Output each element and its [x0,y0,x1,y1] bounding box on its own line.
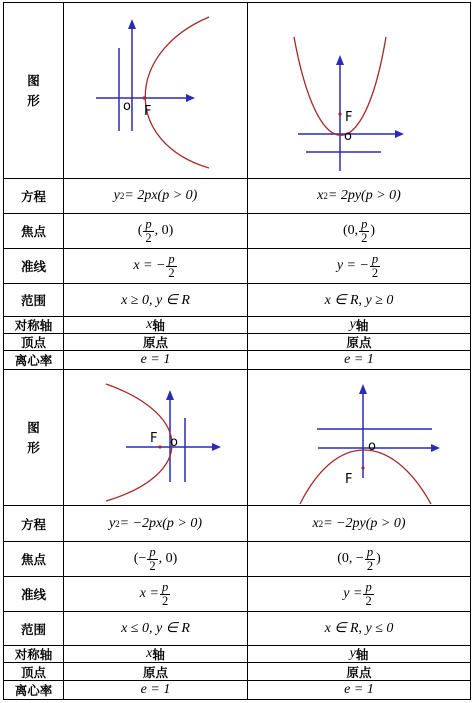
focus-fraction [359,218,369,245]
frac-den: 2 [366,558,374,573]
parabola-curve [145,17,209,168]
directrix-right-opening [64,249,247,283]
row-label-directrix: 准线 [20,587,46,602]
ecc-right-opening: e = 1 [140,352,171,367]
frac-den: 2 [168,265,175,280]
axis-down-opening [248,646,470,662]
row-label-range: 范围 [20,621,46,637]
frac-num: p [161,579,169,594]
dir-pre: y = [343,586,363,601]
x-axis-arrow [212,443,221,451]
axis-word: 轴 [355,318,369,333]
eq-rhs: = −2py(p > 0) [323,515,406,531]
equation-left-opening: y 2 = −2px(p > 0) [108,515,203,531]
focus-pre: ( [137,223,143,238]
eq-rhs: = −2px(p > 0) [119,515,203,531]
dir-pre: x = − [133,258,166,273]
frac-num: p [365,579,372,594]
parabola-table [3,2,471,700]
origin-label: o [123,99,131,114]
row-label-range: 范围 [20,293,46,308]
focus-pre: (− [133,551,147,566]
frac-num: p [168,251,175,266]
axis-word: 轴 [152,318,165,333]
focus-post: ) [376,551,381,566]
y-axis-arrow [359,384,367,394]
ecc-up-opening: e = 1 [344,352,374,367]
focus-label: F [345,110,353,125]
ecc-left-opening: e = 1 [140,682,171,697]
focus-label: F [150,431,158,446]
equation-up-opening: x 2 = 2py(p > 0) [317,188,401,203]
directrix-left-opening [64,577,247,611]
directrix-fraction [363,581,373,608]
label-graph-char-1: 图 [27,419,40,435]
axis-word: 轴 [355,647,369,662]
directrix-fraction [370,253,380,280]
row-label-equation: 方程 [20,516,46,532]
row-label-vertex: 顶点 [20,335,46,350]
focus-fraction [365,546,375,573]
row-label-graph [4,370,63,505]
eq-rhs: = 2py(p > 0) [327,188,401,203]
vertex-down-opening: 原点 [346,664,372,680]
graph-left-opening [64,370,247,505]
parabola-curve [300,450,431,504]
row-label-eccentricity: 离心率 [14,683,53,698]
table-border-bottom [3,699,471,700]
range-up-opening: x ∈ R, y ≥ 0 [324,292,394,308]
graph-right-opening [64,3,247,178]
eq-lhs: y [113,188,120,203]
y-axis-arrow [336,55,344,65]
focus-right-opening [64,214,247,248]
row-label-axis: 对称轴 [14,318,53,333]
axis-right-opening [64,317,247,333]
dir-pre: x = [139,586,159,601]
axis-left-opening [64,646,247,662]
row-label-focus: 焦点 [20,224,46,239]
focus-up-opening [248,214,470,248]
vertex-left-opening: 原点 [142,664,168,680]
eq-lhs: y [108,515,116,531]
directrix-fraction [160,581,170,608]
row-label-directrix: 准线 [20,259,46,274]
x-axis-arrow [395,130,404,138]
ecc-down-opening: e = 1 [344,682,374,697]
y-axis-arrow [128,19,136,29]
frac-den: 2 [365,593,372,608]
frac-num: p [145,216,152,231]
focus-pre: (0, − [337,551,364,566]
row-label-graph [4,3,63,178]
row-label-equation: 方程 [20,189,46,204]
vertex-up-opening: 原点 [346,335,372,350]
row-label-vertex: 顶点 [20,664,46,680]
frac-den: 2 [149,558,156,573]
row-label-focus: 焦点 [20,552,46,567]
frac-num: p [371,251,379,266]
graph-up-opening-svg [248,3,470,178]
focus-label: F [345,472,353,487]
origin-label: o [368,439,376,454]
focus-left-opening [64,542,247,576]
focus-point [361,466,364,469]
eq-lhs: x [317,188,324,203]
label-graph-char-1: 图 [27,72,40,88]
axis-var: x [146,646,153,661]
axis-var: y [349,646,356,661]
focus-down-opening [248,542,470,576]
focus-post: ) [370,223,376,238]
parabola-curve [106,384,172,501]
eq-lhs: x [312,515,319,531]
y-axis-arrow [166,390,174,400]
axis-word: 轴 [152,647,165,662]
focus-pre: (0, [342,223,359,238]
directrix-up-opening [248,249,470,283]
equation-down-opening: x 2 = −2py(p > 0) [312,515,406,531]
row-label-axis: 对称轴 [14,647,53,662]
frac-den: 2 [161,593,169,608]
graph-left-opening-svg [64,370,247,505]
frac-num: p [361,216,368,231]
focus-fraction [147,546,157,573]
axis-up-opening [248,317,470,333]
frac-den: 2 [145,230,152,245]
graph-down-opening [248,370,470,505]
range-right-opening: x ≥ 0, y ∈ R [121,292,190,308]
directrix-fraction [166,253,176,280]
focus-point [158,445,161,448]
focus-post: , 0) [154,223,174,238]
origin-label: o [344,129,352,144]
origin-label: o [170,435,178,450]
focus-point [142,96,145,99]
equation-right-opening: y 2 = 2px(p > 0) [113,188,198,203]
focus-fraction [143,218,153,245]
axis-var: y [349,317,356,332]
range-down-opening: x ∈ R, y ≤ 0 [324,621,394,636]
label-graph-char-2: 形 [27,439,40,455]
focus-post: , 0) [158,551,178,566]
graph-down-opening-svg [248,370,470,505]
focus-point [338,112,341,115]
x-axis-arrow [431,444,440,452]
range-left-opening: x ≤ 0, y ∈ R [121,621,190,636]
dir-pre: y = − [336,258,369,273]
frac-num: p [149,544,156,559]
table-border-right [470,2,471,700]
directrix-down-opening [248,577,470,611]
focus-label: F [144,104,152,119]
x-axis-arrow [186,94,195,102]
eq-rhs: = 2px(p > 0) [124,188,198,203]
axis-var: x [146,317,153,332]
vertex-right-opening: 原点 [142,335,168,350]
graph-right-opening-svg [64,3,247,178]
frac-den: 2 [371,265,379,280]
row-label-eccentricity: 离心率 [14,353,53,368]
label-graph-char-2: 形 [27,92,40,108]
frac-den: 2 [361,230,368,245]
graph-up-opening [248,3,470,178]
frac-num: p [366,544,374,559]
